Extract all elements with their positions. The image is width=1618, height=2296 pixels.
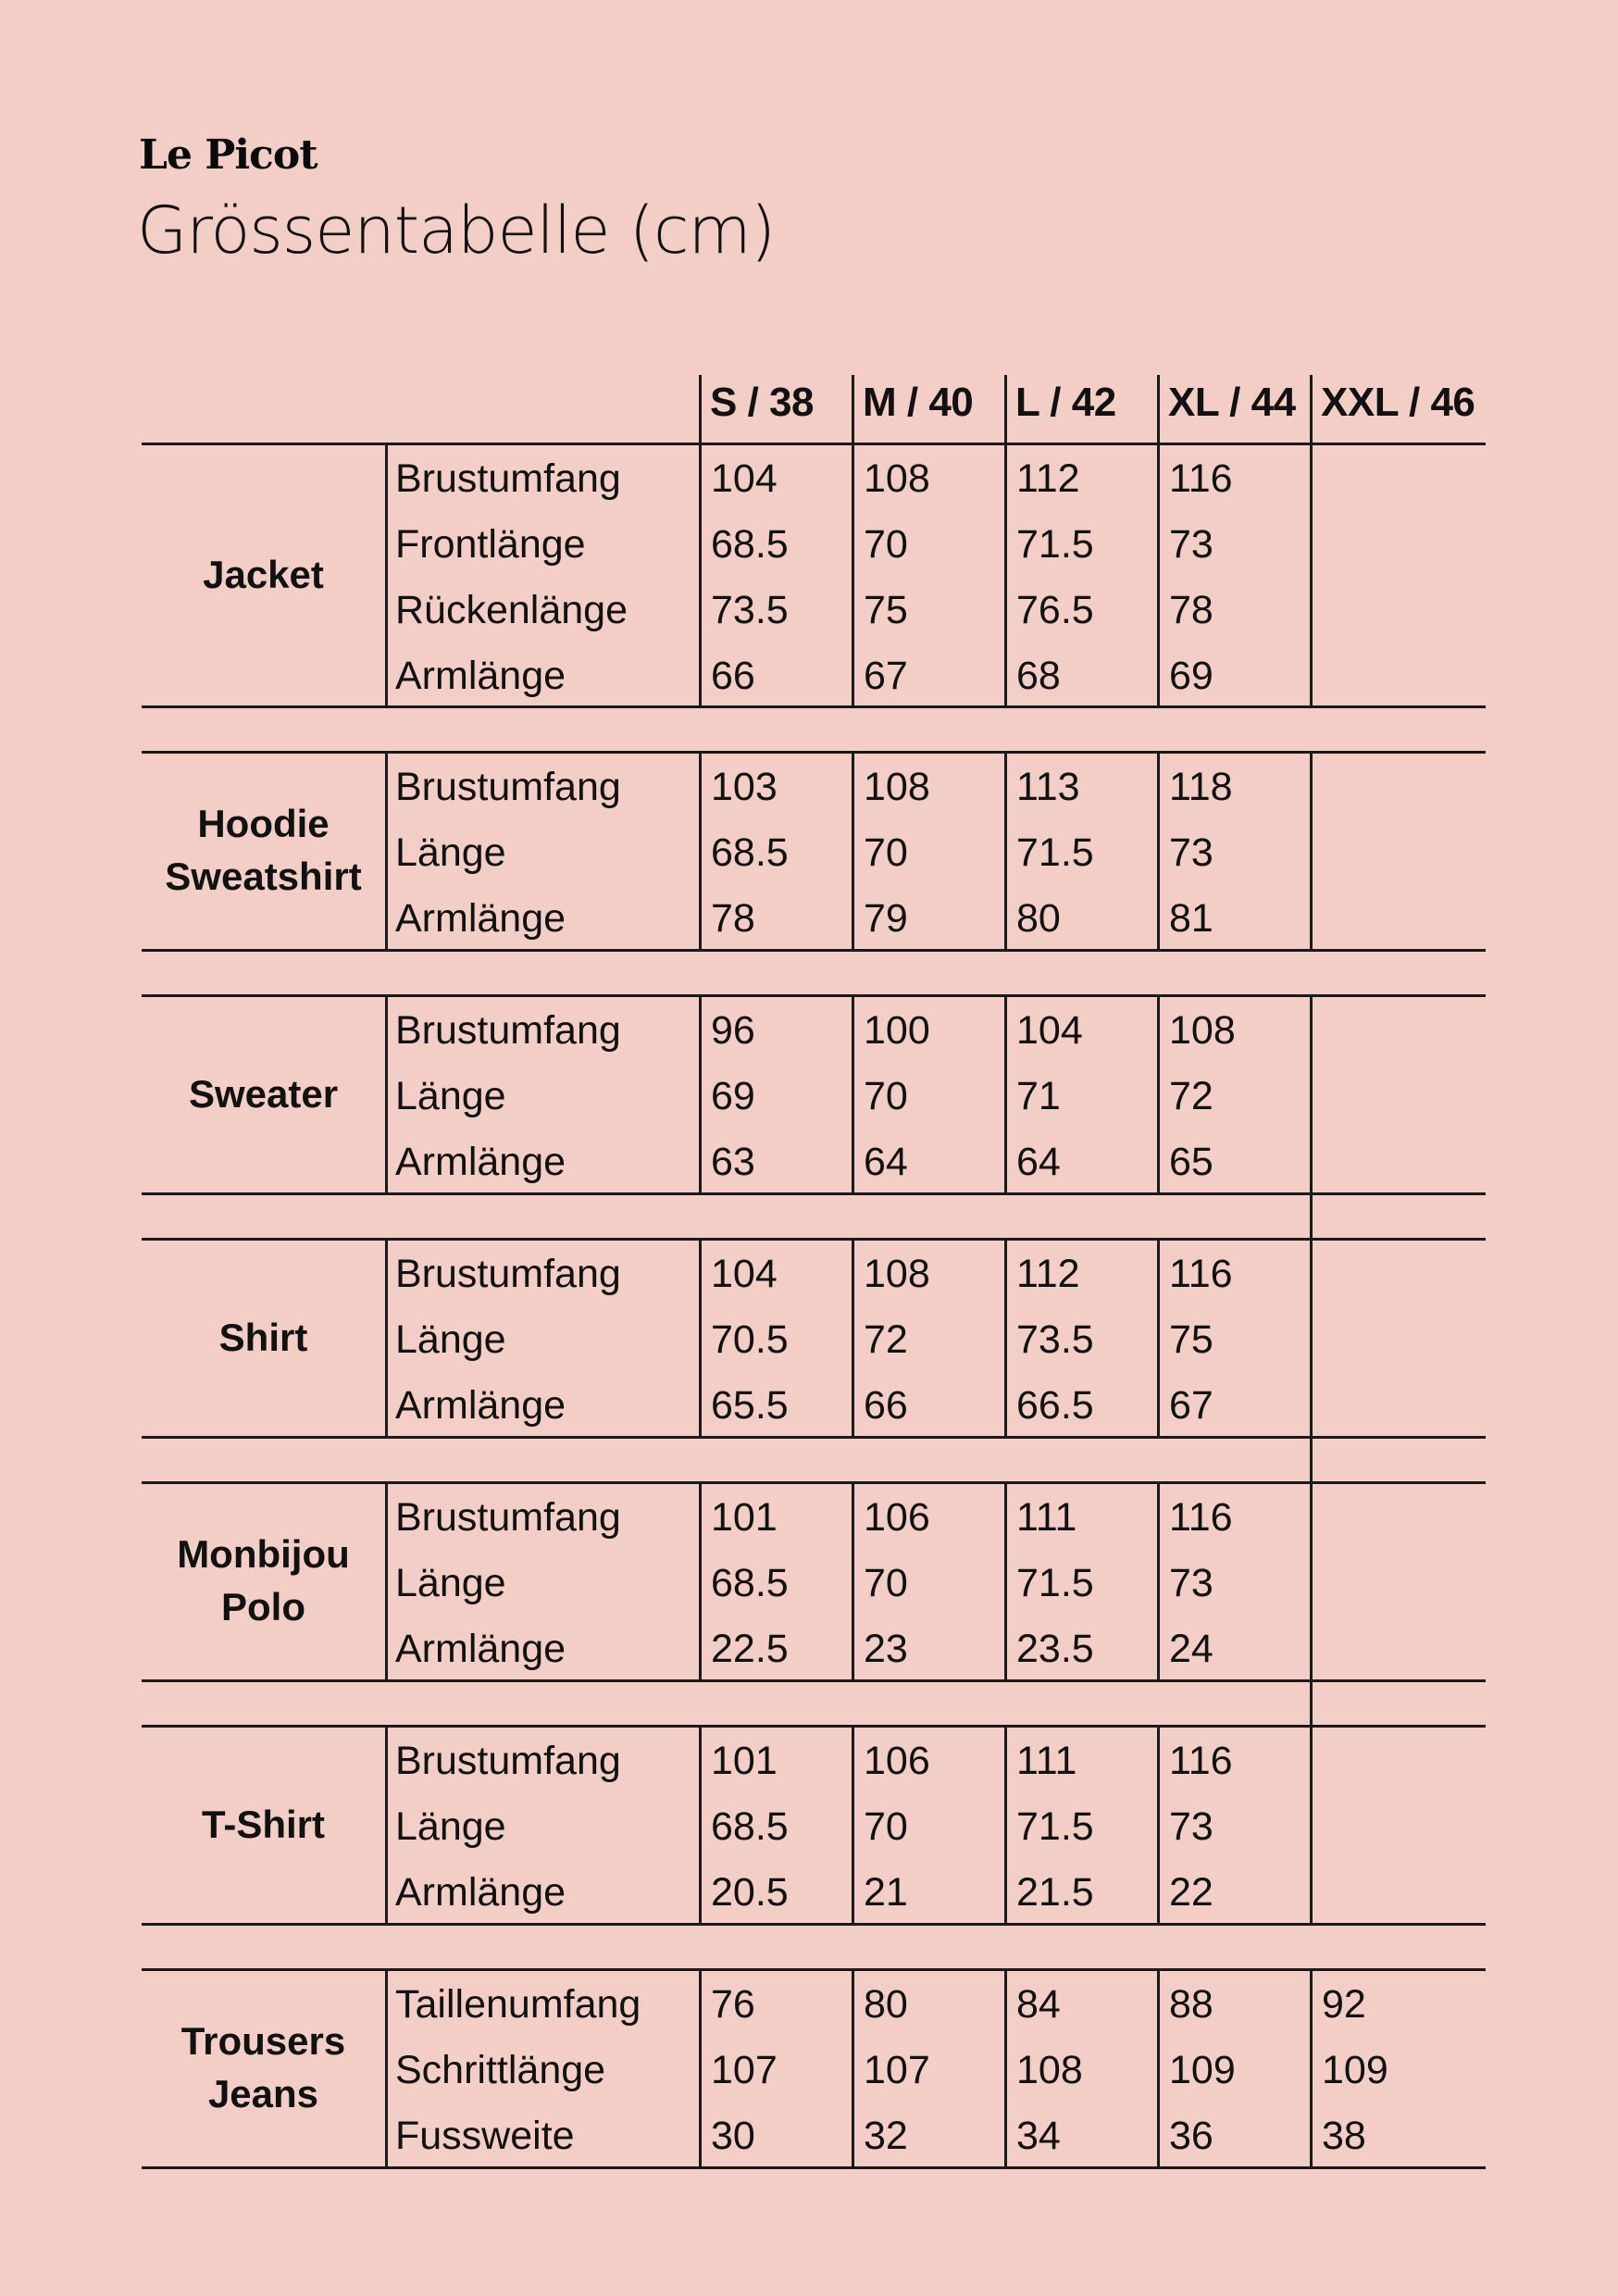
size-value: 38 bbox=[1322, 2114, 1366, 2158]
size-value: 107 bbox=[864, 2048, 930, 2092]
size-value: 67 bbox=[864, 654, 908, 698]
size-value: 88 bbox=[1169, 1982, 1214, 2027]
measure-label: Länge bbox=[395, 830, 506, 875]
measure-label: Länge bbox=[395, 1804, 506, 1849]
size-value: 70 bbox=[864, 1804, 908, 1849]
size-value: 78 bbox=[711, 896, 755, 941]
size-value: 68.5 bbox=[711, 1804, 789, 1849]
size-value: 101 bbox=[711, 1739, 778, 1783]
size-value: 70 bbox=[864, 522, 908, 567]
size-value: 73.5 bbox=[711, 588, 789, 632]
size-value: 73 bbox=[1169, 522, 1214, 567]
block-bottom-rule bbox=[142, 1923, 1486, 1926]
column-divider bbox=[852, 1238, 854, 1436]
size-value: 23 bbox=[864, 1627, 908, 1671]
column-divider bbox=[385, 751, 388, 949]
size-value: 67 bbox=[1169, 1383, 1214, 1428]
page-title: Grössentabelle (cm) bbox=[137, 193, 776, 268]
size-value: 76.5 bbox=[1016, 588, 1094, 632]
column-divider bbox=[385, 1725, 388, 1923]
size-value: 106 bbox=[864, 1739, 930, 1783]
size-value: 111 bbox=[1016, 1739, 1077, 1783]
measure-label: Länge bbox=[395, 1561, 506, 1605]
block-bottom-rule bbox=[142, 2166, 1486, 2169]
column-divider bbox=[385, 1968, 388, 2166]
block-bottom-rule bbox=[142, 949, 1486, 952]
size-value: 112 bbox=[1016, 1252, 1080, 1296]
measure-label: Taillenumfang bbox=[395, 1982, 641, 2027]
column-divider bbox=[852, 994, 854, 1192]
size-value: 116 bbox=[1169, 1739, 1233, 1783]
size-value: 92 bbox=[1322, 1982, 1366, 2027]
size-value: 111 bbox=[1016, 1495, 1077, 1540]
column-divider bbox=[385, 443, 388, 705]
column-divider bbox=[1157, 1481, 1160, 1679]
column-divider bbox=[1004, 375, 1007, 443]
size-value: 116 bbox=[1169, 1252, 1233, 1296]
size-value: 72 bbox=[1169, 1074, 1214, 1118]
column-divider bbox=[1310, 1238, 1313, 1436]
measure-label: Armlänge bbox=[395, 654, 566, 698]
measure-label: Brustumfang bbox=[395, 765, 621, 809]
size-value: 65 bbox=[1169, 1140, 1214, 1184]
size-value: 108 bbox=[864, 1252, 930, 1296]
column-divider bbox=[1157, 751, 1160, 949]
measure-label: Brustumfang bbox=[395, 1252, 621, 1296]
brand-logo: Le Picot bbox=[139, 131, 317, 179]
size-value: 109 bbox=[1322, 2048, 1388, 2092]
column-divider bbox=[385, 1481, 388, 1679]
column-divider bbox=[699, 1725, 702, 1923]
size-header: XXL / 46 bbox=[1321, 380, 1475, 425]
product-name: Jacket bbox=[203, 552, 324, 596]
size-value: 112 bbox=[1016, 456, 1080, 501]
measure-label: Länge bbox=[395, 1317, 506, 1362]
size-value: 104 bbox=[711, 456, 778, 501]
size-value: 116 bbox=[1169, 1495, 1233, 1540]
column-divider bbox=[699, 1968, 702, 2166]
size-value: 64 bbox=[864, 1140, 908, 1184]
measure-label: Brustumfang bbox=[395, 1739, 621, 1783]
column-divider bbox=[699, 443, 702, 705]
product-name: T-Shirt bbox=[202, 1802, 325, 1846]
size-value: 71 bbox=[1016, 1074, 1061, 1118]
size-value: 72 bbox=[864, 1317, 908, 1362]
size-value: 69 bbox=[711, 1074, 755, 1118]
column-divider bbox=[852, 1968, 854, 2166]
column-divider bbox=[852, 1725, 854, 1923]
column-divider bbox=[852, 751, 854, 949]
product-name: Hoodie Sweatshirt bbox=[165, 802, 362, 898]
size-value: 80 bbox=[864, 1982, 908, 2027]
column-divider bbox=[1004, 1968, 1007, 2166]
column-divider bbox=[1157, 1725, 1160, 1923]
size-value: 109 bbox=[1169, 2048, 1236, 2092]
block-bottom-rule bbox=[142, 1679, 1486, 1682]
column-divider bbox=[1157, 1968, 1160, 2166]
column-divider bbox=[1004, 751, 1007, 949]
size-value: 118 bbox=[1169, 765, 1233, 809]
column-divider bbox=[385, 994, 388, 1192]
size-value: 70 bbox=[864, 1561, 908, 1605]
product-name: Trousers Jeans bbox=[180, 2019, 346, 2115]
measure-label: Armlänge bbox=[395, 1383, 566, 1428]
size-value: 66.5 bbox=[1016, 1383, 1094, 1428]
column-divider bbox=[852, 375, 854, 443]
size-value: 107 bbox=[711, 2048, 778, 2092]
column-divider bbox=[1004, 1481, 1007, 1679]
measure-label: Armlänge bbox=[395, 1140, 566, 1184]
size-value: 84 bbox=[1016, 1982, 1061, 2027]
measure-label: Brustumfang bbox=[395, 1008, 621, 1053]
size-value: 71.5 bbox=[1016, 1804, 1094, 1849]
column-divider bbox=[1157, 994, 1160, 1192]
block-bottom-rule bbox=[142, 1436, 1486, 1439]
size-value: 108 bbox=[1169, 1008, 1236, 1053]
size-value: 73 bbox=[1169, 830, 1214, 875]
size-value: 73 bbox=[1169, 1561, 1214, 1605]
size-value: 100 bbox=[864, 1008, 930, 1053]
size-value: 78 bbox=[1169, 588, 1214, 632]
size-value: 22 bbox=[1169, 1870, 1214, 1915]
size-value: 68.5 bbox=[711, 1561, 789, 1605]
size-value: 64 bbox=[1016, 1140, 1061, 1184]
size-value: 75 bbox=[864, 588, 908, 632]
column-divider bbox=[1157, 443, 1160, 705]
size-value: 76 bbox=[711, 1982, 755, 2027]
size-value: 108 bbox=[864, 456, 930, 501]
size-value: 66 bbox=[864, 1383, 908, 1428]
size-header: M / 40 bbox=[863, 380, 974, 425]
size-value: 81 bbox=[1169, 896, 1214, 941]
column-divider bbox=[1004, 994, 1007, 1192]
size-value: 71.5 bbox=[1016, 830, 1094, 875]
measure-label: Brustumfang bbox=[395, 1495, 621, 1540]
size-value: 96 bbox=[711, 1008, 755, 1053]
product-name: Shirt bbox=[218, 1315, 308, 1359]
size-value: 69 bbox=[1169, 654, 1214, 698]
column-divider bbox=[1310, 375, 1313, 443]
column-divider bbox=[1310, 443, 1313, 705]
column-divider bbox=[699, 1238, 702, 1436]
size-value: 24 bbox=[1169, 1627, 1214, 1671]
size-value: 34 bbox=[1016, 2114, 1061, 2158]
size-value: 116 bbox=[1169, 456, 1233, 501]
size-value: 73.5 bbox=[1016, 1317, 1094, 1362]
size-value: 23.5 bbox=[1016, 1627, 1094, 1671]
size-header: XL / 44 bbox=[1168, 380, 1296, 425]
size-value: 80 bbox=[1016, 896, 1061, 941]
column-divider bbox=[699, 994, 702, 1192]
column-divider bbox=[1310, 1481, 1313, 1679]
size-value: 104 bbox=[711, 1252, 778, 1296]
size-value: 70 bbox=[864, 830, 908, 875]
size-value: 70 bbox=[864, 1074, 908, 1118]
size-value: 103 bbox=[711, 765, 778, 809]
size-value: 71.5 bbox=[1016, 522, 1094, 567]
measure-label: Rückenlänge bbox=[395, 588, 629, 632]
column-divider bbox=[699, 751, 702, 949]
size-value: 21.5 bbox=[1016, 1870, 1094, 1915]
column-divider bbox=[1310, 1192, 1313, 1238]
product-name: Monbijou Polo bbox=[177, 1532, 350, 1628]
column-divider bbox=[1310, 1968, 1313, 2166]
measure-label: Armlänge bbox=[395, 1870, 566, 1915]
column-divider bbox=[1310, 751, 1313, 949]
size-value: 36 bbox=[1169, 2114, 1214, 2158]
size-value: 68.5 bbox=[711, 522, 789, 567]
size-value: 22.5 bbox=[711, 1627, 789, 1671]
column-divider bbox=[699, 1481, 702, 1679]
size-value: 108 bbox=[1016, 2048, 1083, 2092]
size-value: 104 bbox=[1016, 1008, 1083, 1053]
size-value: 101 bbox=[711, 1495, 778, 1540]
block-bottom-rule bbox=[142, 705, 1486, 708]
size-value: 63 bbox=[711, 1140, 755, 1184]
column-divider bbox=[385, 1238, 388, 1436]
size-value: 68.5 bbox=[711, 830, 789, 875]
measure-label: Brustumfang bbox=[395, 456, 621, 501]
column-divider bbox=[852, 443, 854, 705]
measure-label: Schrittlänge bbox=[395, 2048, 606, 2092]
product-name: Sweater bbox=[188, 1071, 339, 1116]
column-divider bbox=[1004, 1238, 1007, 1436]
measure-label: Armlänge bbox=[395, 896, 566, 941]
measure-label: Frontlänge bbox=[395, 522, 586, 567]
column-divider bbox=[1310, 1725, 1313, 1923]
size-value: 79 bbox=[864, 896, 908, 941]
measure-label: Armlänge bbox=[395, 1627, 566, 1671]
size-value: 75 bbox=[1169, 1317, 1214, 1362]
column-divider bbox=[1004, 1725, 1007, 1923]
size-value: 32 bbox=[864, 2114, 908, 2158]
size-value: 71.5 bbox=[1016, 1561, 1094, 1605]
block-bottom-rule bbox=[142, 1192, 1486, 1195]
column-divider bbox=[852, 1481, 854, 1679]
size-value: 68 bbox=[1016, 654, 1061, 698]
size-header: S / 38 bbox=[710, 380, 814, 425]
size-value: 20.5 bbox=[711, 1870, 789, 1915]
column-divider bbox=[1310, 994, 1313, 1192]
size-value: 66 bbox=[711, 654, 755, 698]
size-value: 30 bbox=[711, 2114, 755, 2158]
size-value: 21 bbox=[864, 1870, 908, 1915]
size-value: 65.5 bbox=[711, 1383, 789, 1428]
measure-label: Länge bbox=[395, 1074, 506, 1118]
size-value: 70.5 bbox=[711, 1317, 789, 1362]
column-divider bbox=[1004, 443, 1007, 705]
size-value: 113 bbox=[1016, 765, 1080, 809]
size-value: 73 bbox=[1169, 1804, 1214, 1849]
column-divider bbox=[1310, 1679, 1313, 1725]
column-divider bbox=[1157, 1238, 1160, 1436]
size-value: 106 bbox=[864, 1495, 930, 1540]
column-divider bbox=[1310, 1436, 1313, 1481]
column-divider bbox=[1157, 375, 1160, 443]
size-header: L / 42 bbox=[1015, 380, 1116, 425]
measure-label: Fussweite bbox=[395, 2114, 575, 2158]
size-value: 108 bbox=[864, 765, 930, 809]
column-divider bbox=[699, 375, 702, 443]
